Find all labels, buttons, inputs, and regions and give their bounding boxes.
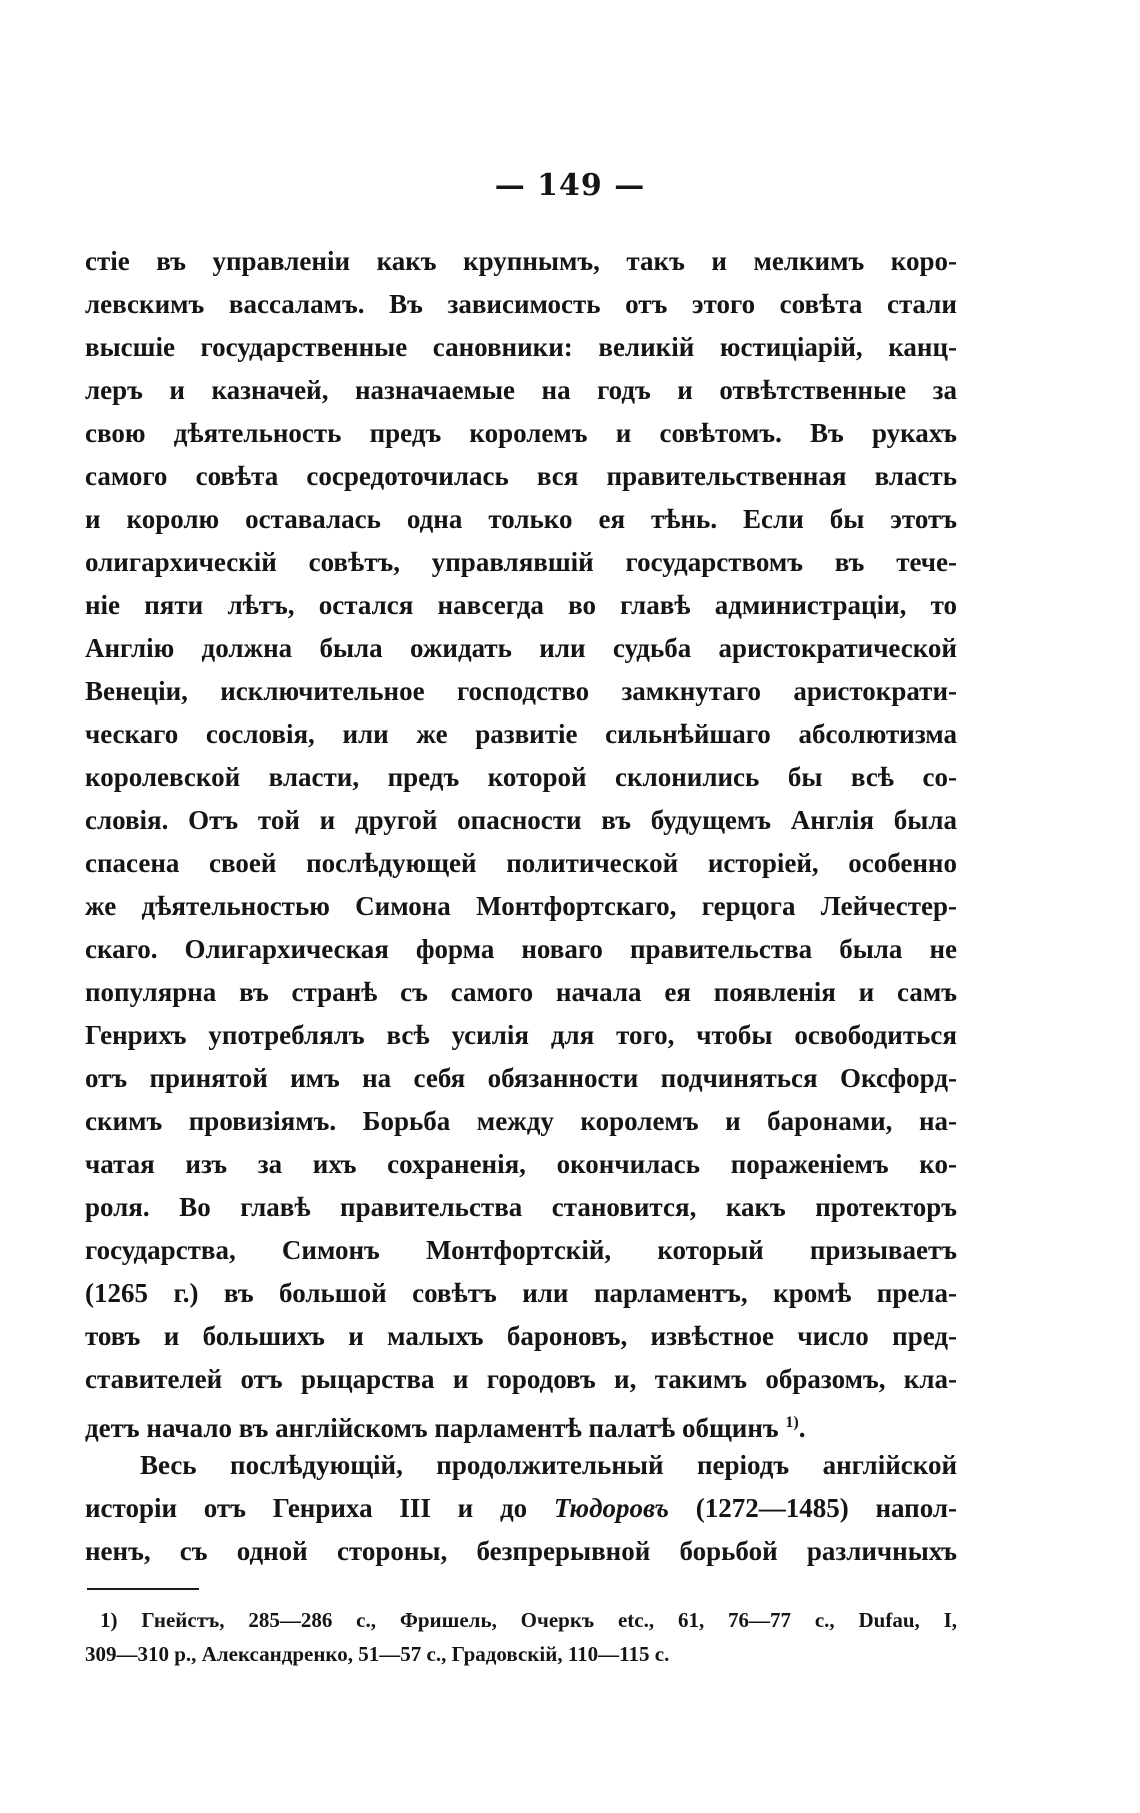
text-line: ставителей отъ рыцарства и городовъ и, такимъ образомъ, кла-: [85, 1364, 957, 1394]
text-line: олигархическій совѣтъ, управлявшій государствомъ въ тече-: [85, 547, 957, 577]
text-line: ніе пяти лѣтъ, остался навсегда во главѣ администраціи, то: [85, 590, 957, 620]
text-line: свою дѣятельность предъ королемъ и совѣтомъ. Въ рукахъ: [85, 418, 957, 448]
body-text: [85, 240, 957, 1573]
text-line-last: детъ начало въ англійскомъ парламентѣ палатѣ общинъ $^{1)}$.: [85, 1413, 806, 1443]
text-line: (1265 г.) въ большой совѣтъ или парламентъ, кромѣ прела-: [85, 1278, 957, 1308]
text-line: товъ и большихъ и малыхъ бароновъ, извѣстное число пред-: [85, 1321, 957, 1351]
text-line: скаго. Олигархическая форма новаго правительства была не: [85, 934, 957, 964]
text-line-mixed: [85, 1487, 957, 1530]
footnote-divider: [87, 1588, 199, 1590]
footnote-line: 309—310 р., Александренко, 51—57 с., Градовскій, 110—115 с.: [85, 1642, 670, 1666]
text-line: государства, Симонъ Монтфортскій, который призываетъ: [85, 1235, 957, 1265]
text-line-indented: Весь послѣдующій, продолжительный періодъ англійской: [140, 1450, 957, 1480]
text-line: Англію должна была ожидать или судьба аристократической: [85, 633, 957, 663]
text-line: же дѣятельностью Симона Монтфортскаго, герцога Лейчестер-: [85, 891, 957, 921]
text-segment: (1272—1485) напол-: [695, 1493, 957, 1523]
text-line: ческаго сословія, или же развитіе сильнѣйшаго абсолютизма: [85, 719, 957, 749]
text-line: ненъ, съ одной стороны, безпрерывной борьбой различныхъ: [85, 1536, 957, 1566]
paragraph-1: [85, 240, 957, 1444]
paragraph-2: [85, 1444, 957, 1573]
text-line: высшіе государственные сановники: великій юстиціарій, канц-: [85, 332, 957, 362]
text-line: левскимъ вассаламъ. Въ зависимость отъ этого совѣта стали: [85, 289, 957, 319]
text-line: популярна въ странѣ съ самого начала ея появленія и самъ: [85, 977, 957, 1007]
text-line: Генрихъ употреблялъ всѣ усилія для того, чтобы освободиться: [85, 1020, 957, 1050]
text-line-content: детъ начало въ англійскомъ парламентѣ палатѣ общинъ: [85, 1413, 779, 1443]
text-line: спасена своей послѣдующей политической исторіей, особенно: [85, 848, 957, 878]
text-line: и королю оставалась одна только ея тѣнь. Если бы этотъ: [85, 504, 957, 534]
text-line: чатая изъ за ихъ сохраненія, окончилась пораженіемъ ко-: [85, 1149, 957, 1179]
text-line: леръ и казначей, назначаемые на годъ и отвѣтственные за: [85, 375, 957, 405]
footnote-reference: 1): [785, 1414, 799, 1431]
text-line: роля. Во главѣ правительства становится, какъ протекторъ: [85, 1192, 957, 1222]
text-line: отъ принятой имъ на себя обязанности подчиняться Оксфорд-: [85, 1063, 957, 1093]
footnotes: [85, 1603, 957, 1671]
text-line: стіе въ управленіи какъ крупнымъ, такъ и мелкимъ коро-: [85, 246, 957, 276]
italic-name: Тюдоровъ: [553, 1493, 669, 1523]
text-line: словія. Отъ той и другой опасности въ будущемъ Англія была: [85, 805, 957, 835]
footnote-line: 1) Гнейстъ, 285—286 с., Фришель, Очеркъ etc., 61, 76—77 с., Dufau, I,: [100, 1608, 957, 1632]
text-line: Венеціи, исключительное господство замкнутаго аристократи-: [85, 676, 957, 706]
text-line: самого совѣта сосредоточилась вся правительственная власть: [85, 461, 957, 491]
text-line: скимъ провизіямъ. Борьба между королемъ и баронами, на-: [85, 1106, 957, 1136]
text-line: королевской власти, предъ которой склонились бы всѣ со-: [85, 762, 957, 792]
text-segment: исторіи отъ Генриха III и до: [85, 1493, 528, 1523]
page-number: — 149 —: [494, 168, 646, 203]
